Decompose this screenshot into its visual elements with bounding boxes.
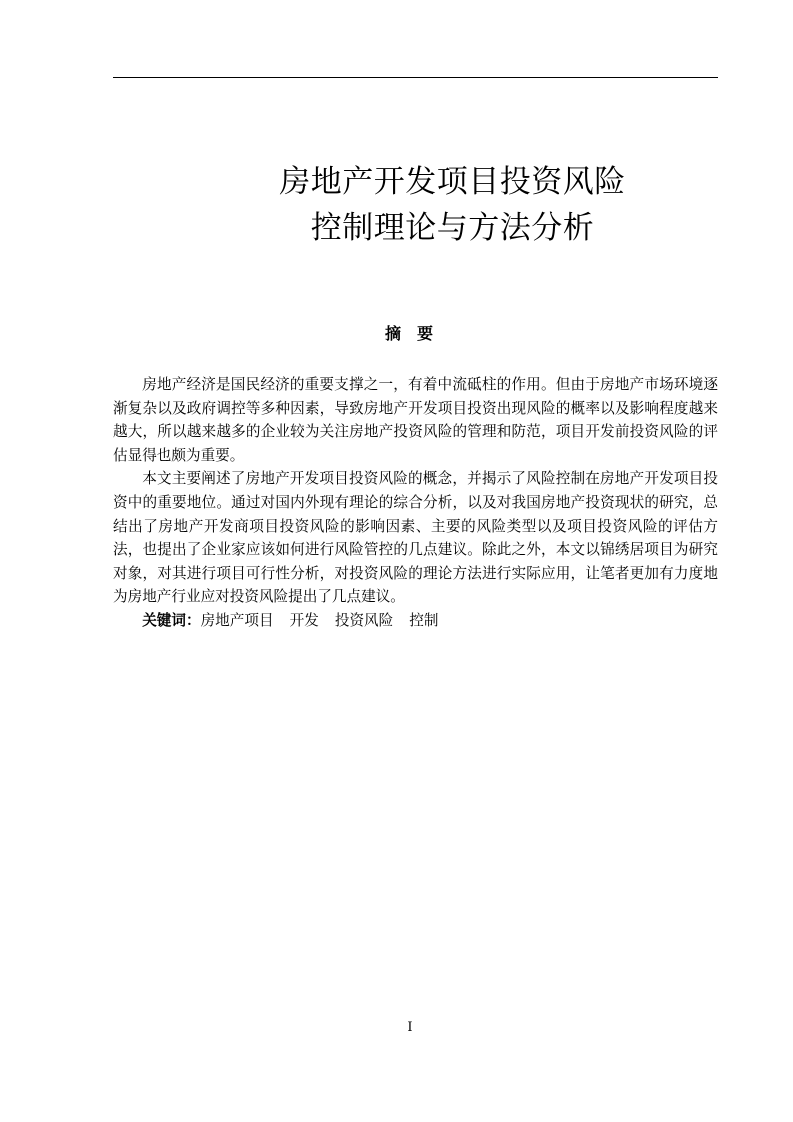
abstract-paragraph-2: 本文主要阐述了房地产开发项目投资风险的概念，并揭示了风险控制在房地产开发项目投资中的重要地位。通过对国内外现有理论的综合分析，以及对我国房地产投资现状的研究，总结出了房地产开发商项目投资风险的影响因素、主要的风险类型以及项目投资风险的评估方法，也提出了企业家应该如何进行风险管控的几点建议。除此之外，本文以锦绣居项目为研究对象，对其进行项目可行性分析，对投资风险的理论方法进行实际应用，让笔者更加有力度地为房地产行业应对投资风险提出了几点建议。	[113, 470, 718, 606]
page-number: I	[407, 1020, 413, 1035]
keyword-4: 控制	[409, 611, 439, 629]
keywords-label: 关键词：	[142, 611, 201, 629]
abstract-heading-char-1: 摘	[384, 324, 401, 343]
document-title-line-1: 房地产开发项目投资风险	[279, 164, 626, 200]
document-title-line-2: 控制理论与方法分析	[310, 210, 595, 246]
keyword-1: 房地产项目	[200, 611, 274, 629]
keywords-line	[113, 609, 718, 633]
keyword-3: 投资风险	[334, 611, 394, 629]
keyword-2: 开发	[289, 611, 319, 629]
abstract-heading-char-2: 要	[417, 324, 434, 343]
abstract-heading	[0, 322, 793, 346]
header-rule	[113, 77, 718, 78]
abstract-paragraph-1: 房地产经济是国民经济的重要支撑之一，有着中流砥柱的作用。但由于房地产市场环境逐渐复杂以及政府调控等多种因素，导致房地产开发项目投资出现风险的概率以及影响程度越来越大，所以越来越多的企业较为关注房地产投资风险的管理和防范，项目开发前投资风险的评估显得也颇为重要。	[113, 376, 718, 464]
abstract-body	[113, 373, 718, 633]
